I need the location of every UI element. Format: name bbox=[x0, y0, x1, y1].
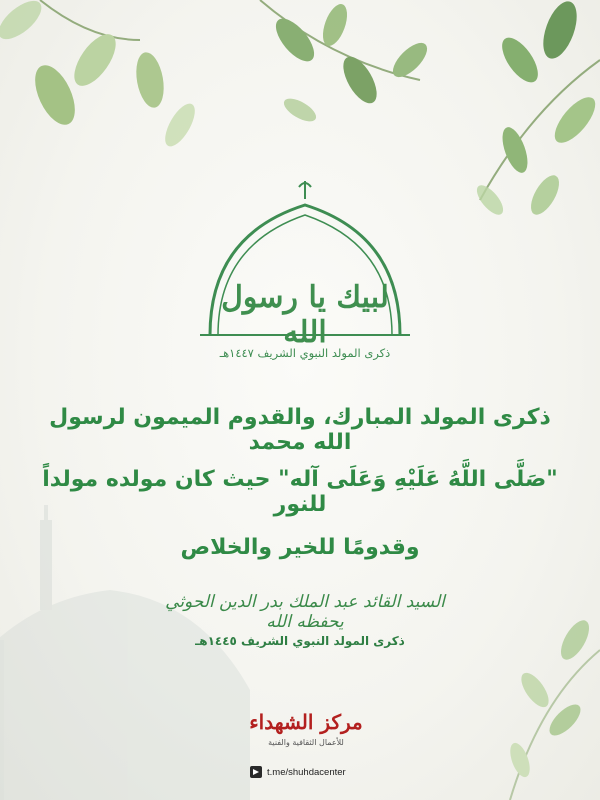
message-line-3: وقدومًا للخير والخلاص bbox=[180, 535, 420, 560]
message-line-2: "صَلَّى اللَّهُ عَلَيْهِ وَعَلَى آله" حيث كان مولده مولداً للنور bbox=[42, 467, 558, 517]
leaves-bottom-right-icon bbox=[506, 616, 600, 800]
logo-tagline: للأعمال الثقافية والفنية bbox=[268, 738, 344, 747]
emblem-title: لبيك يا رسول الله bbox=[221, 280, 389, 350]
telegram-icon bbox=[250, 766, 262, 778]
emblem-subtitle: ذكرى المولد النبوي الشريف ١٤٤٧هـ bbox=[219, 346, 391, 360]
telegram-handle[interactable]: t.me/shuhdacenter bbox=[267, 766, 346, 778]
message-line-1: ذكرى المولد المبارك، والقدوم الميمون لرسول الله محمد bbox=[49, 405, 551, 455]
author-name: السيد القائد عبد الملك بدر الدين الحوثي يحفظه الله bbox=[165, 592, 445, 632]
logo-name: مركز الشهداء bbox=[249, 710, 363, 734]
center-logo bbox=[236, 708, 376, 758]
telegram-link[interactable] bbox=[250, 764, 346, 780]
author-subtitle: ذكرى المولد النبوي الشريف ١٤٤٥هـ bbox=[195, 634, 405, 648]
